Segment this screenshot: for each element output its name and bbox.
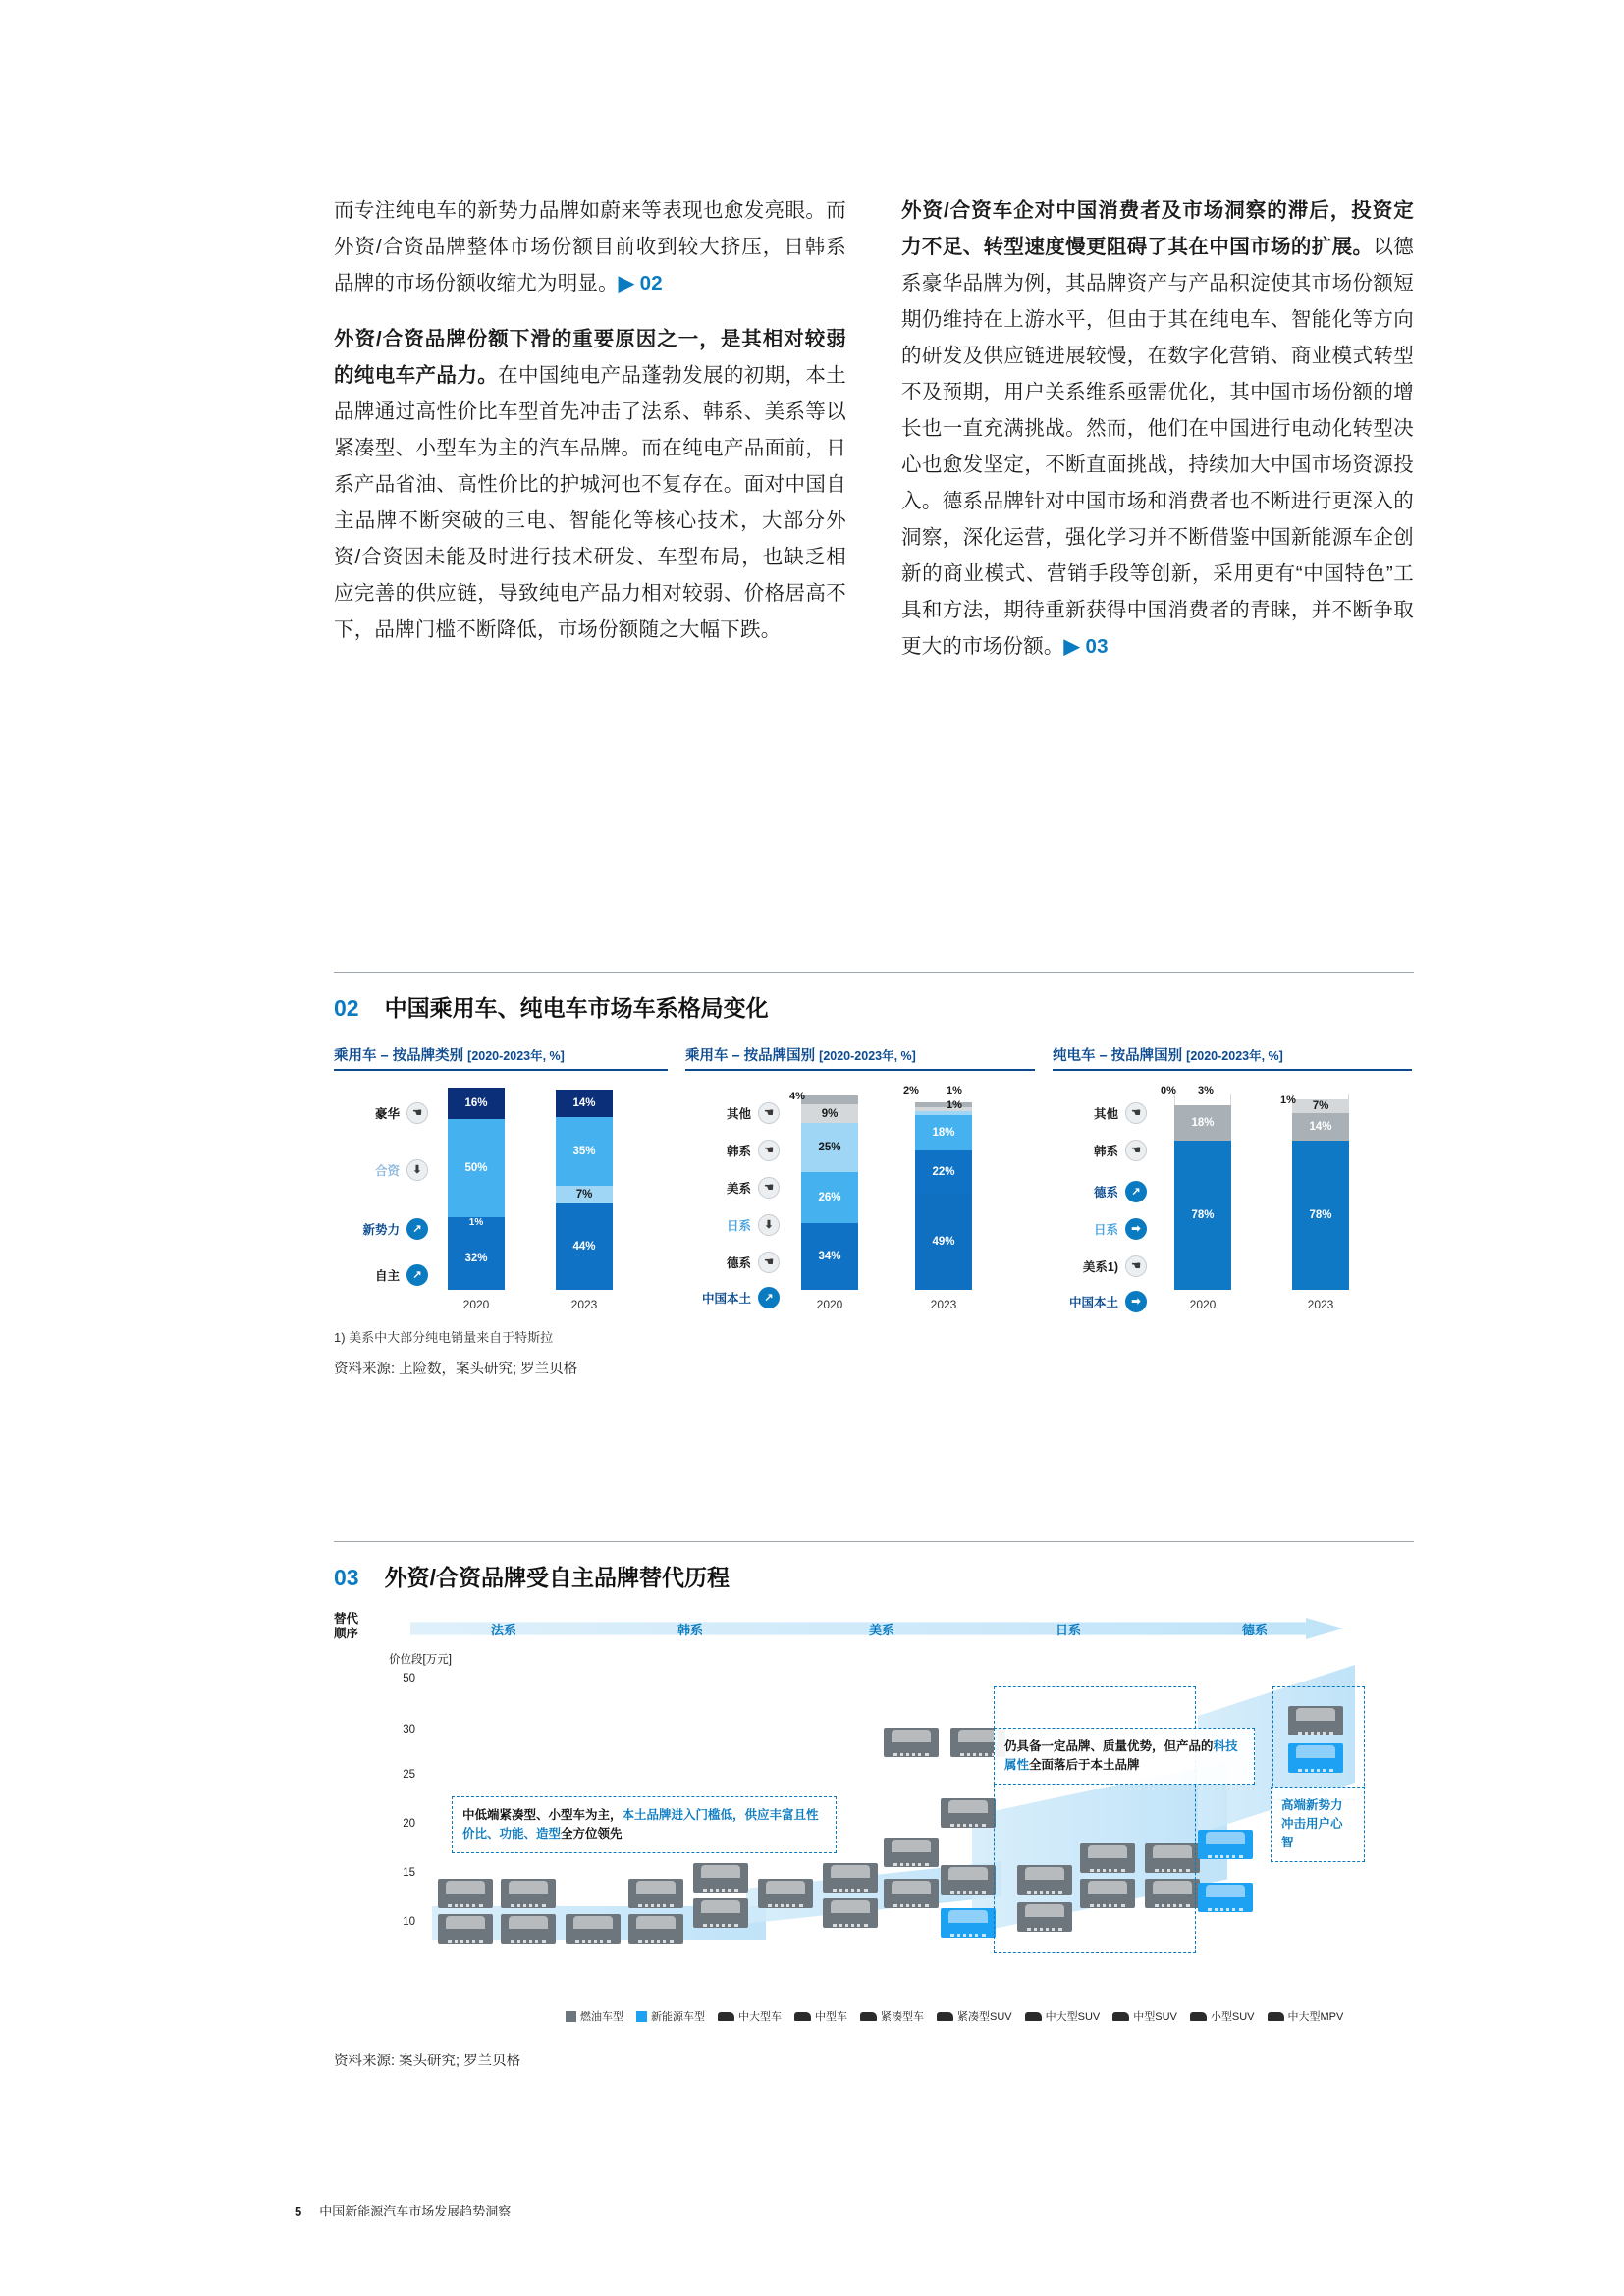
chart-panel-brand-category	[334, 1044, 668, 1313]
legend-item-new-force	[334, 1218, 428, 1240]
bar-outside-label: 4%	[789, 1091, 805, 1102]
bar-segment: 18%	[915, 1115, 972, 1150]
arrow-up-icon: ↗	[758, 1287, 780, 1308]
y-axis-title: 价位段[万元]	[389, 1654, 452, 1666]
hand-icon: ☚	[758, 1102, 780, 1124]
car-icon-nev	[941, 1908, 996, 1938]
plot-area	[334, 1083, 668, 1313]
car-icon	[628, 1879, 683, 1908]
car-icon	[941, 1865, 996, 1895]
chart-panel-bev-by-country	[1053, 1044, 1412, 1313]
exhibit-02-footnote: 1) 美系中大部分纯电销量来自于特斯拉	[334, 1330, 554, 1345]
bars-group	[436, 1083, 652, 1313]
car-silhouette-icon	[860, 2012, 877, 2021]
bar-outside-label: 1%	[947, 1099, 962, 1111]
callout-text: 全面落后于本土品牌	[1029, 1758, 1140, 1772]
hand-icon: ☚	[758, 1252, 780, 1273]
legend-label: 中大型MPV	[1287, 2011, 1344, 2023]
legend-item-large-mpv	[1268, 2008, 1344, 2024]
plot-area	[685, 1083, 1035, 1313]
axis-label-year: 2020	[816, 1298, 843, 1311]
arrow-up-icon: ↗	[406, 1264, 428, 1286]
legend-item-ice	[566, 2008, 623, 2024]
car-icon	[438, 1879, 493, 1908]
legend-label: 美系1)	[1082, 1260, 1118, 1274]
page-number: 5	[295, 2204, 302, 2218]
panel-title-text: 乘用车 – 按品牌国别	[685, 1048, 816, 1064]
arrow-right-icon: ➡	[1125, 1218, 1147, 1240]
divider	[334, 1541, 1414, 1542]
panel-title-range: [2020-2023年, %]	[819, 1049, 916, 1063]
car-icon	[501, 1879, 556, 1908]
paragraph	[334, 321, 846, 648]
exhibit-02-source: 资料来源: 上险数，案头研究; 罗兰贝格	[334, 1362, 578, 1377]
hand-icon: ☚	[406, 1102, 428, 1124]
legend-label: 豪华	[374, 1107, 400, 1121]
car-icon	[501, 1914, 556, 1944]
bars-group	[787, 1083, 1023, 1313]
arrow-up-icon: ↗	[406, 1218, 428, 1240]
bar-outside-label: 0%	[1161, 1085, 1176, 1096]
paragraph-text: 在中国纯电产品蓬勃发展的初期，本土品牌通过高性价比车型首先冲击了法系、韩系、美系等以紧凑型、小型车为主的汽车品牌。而在纯电产品面前，日系产品省油、高性价比的护城河也不复存在。面对中国自主品牌不断突破的三电、智能化等核心技术，大部分外资/合资因未能及时进行技术研发、车型布局，也缺乏相应完善的供应链，导致纯电产品力相对较弱、价格居高不下，品牌门槛不断降低，市场份额随之大幅下跌。	[334, 364, 846, 641]
panel-title	[1053, 1044, 1412, 1071]
car-icon-nev	[1198, 1830, 1253, 1859]
exhibit-03	[334, 1541, 1414, 2070]
legend-label: 新能源车型	[651, 2011, 705, 2023]
bar-segment: 49%	[915, 1194, 972, 1290]
blue-swatch-icon	[636, 2011, 647, 2022]
legend-item-korean	[685, 1140, 780, 1161]
bar-segment: 16%	[448, 1088, 505, 1119]
legend-item-china-local	[685, 1287, 780, 1308]
car-icon	[823, 1863, 878, 1893]
car-icon	[438, 1914, 493, 1944]
plot-area	[1053, 1083, 1412, 1313]
y-tick: 20	[403, 1818, 415, 1830]
legend-label: 紧凑型车	[881, 2011, 924, 2023]
legend-label: 中国本土	[701, 1292, 751, 1306]
arrow-tick-american: 美系	[869, 1623, 895, 1637]
exhibit-03-header	[334, 1560, 1414, 1592]
sequence-label: 替代 顺序	[334, 1612, 359, 1640]
legend-label: 中大型SUV	[1045, 2011, 1101, 2023]
axis-label-year: 2023	[1307, 1298, 1334, 1311]
bar-segment: 14%	[1292, 1113, 1349, 1141]
legend-label: 中国本土	[1068, 1296, 1118, 1309]
stacked-bar-2023	[915, 1102, 972, 1290]
exhibit-02	[334, 972, 1414, 1378]
car-icon	[758, 1879, 813, 1908]
callout-text: 中低端紧凑型、小型车为主，	[462, 1808, 623, 1822]
legend-item-other	[1053, 1102, 1147, 1124]
bar-outside-label: 3%	[1198, 1085, 1214, 1096]
legend-label: 紧凑型SUV	[957, 2011, 1012, 2023]
bars-group	[1155, 1083, 1400, 1313]
arrow-tick-french: 法系	[491, 1623, 517, 1637]
car-icon	[941, 1798, 996, 1828]
legend-item-german	[1053, 1181, 1147, 1202]
arrow-down-icon: ⬇	[758, 1214, 780, 1236]
exhibit-03-source: 资料来源: 案头研究; 罗兰贝格	[334, 2054, 521, 2069]
paragraph	[901, 192, 1414, 665]
car-icon	[693, 1898, 748, 1928]
hand-icon: ☚	[1125, 1255, 1147, 1277]
legend-item-domestic	[334, 1264, 428, 1286]
car-silhouette-icon	[794, 2012, 811, 2021]
legend-label: 合资	[374, 1164, 400, 1178]
legend-item-japanese	[685, 1214, 780, 1236]
panel-title-range: [2020-2023年, %]	[467, 1049, 565, 1063]
stacked-bar-2020	[448, 1088, 505, 1290]
arrow-tick-german: 德系	[1242, 1623, 1269, 1637]
exhibit-number: 03	[334, 1565, 359, 1590]
exhibit-02-header	[334, 990, 1414, 1023]
paragraph-text: 而专注纯电车的新势力品牌如蔚来等表现也愈发亮眼。而外资/合资品牌整体市场份额目前收到较大挤压，日韩系品牌的市场份额收缩尤为明显。	[334, 199, 846, 294]
legend-label: 德系	[1093, 1186, 1118, 1200]
gray-swatch-icon	[566, 2011, 576, 2022]
legend-item-large-suv	[1025, 2008, 1101, 2024]
paragraph-lead-bold: 外资/合资车企对中国消费者及市场洞察的滞后，投资定力不足、转型速度慢更阻碍了其在中国市场的扩展。	[901, 199, 1414, 258]
callout-text: 全方位领先	[561, 1827, 623, 1841]
bar-segment: 50%	[448, 1119, 505, 1217]
panel-title-range: [2020-2023年, %]	[1186, 1049, 1283, 1063]
legend-item-american	[1053, 1255, 1147, 1277]
bar-segment: 44%	[556, 1203, 613, 1290]
y-tick: 30	[403, 1724, 415, 1735]
paragraph-text: 以德系豪华品牌为例，其品牌资产与产品积淀使其市场份额短期仍维持在上游水平，但由于其在纯电车、智能化等方向的研发及供应链进展较慢，在数字化营销、商业模式转型不及预期，用户关系维系亟需优化，其中国市场份额的增长也一直充满挑战。然而，他们在中国进行电动化转型决心也愈发坚定，不断直面挑战，持续加大中国市场资源投入。德系品牌针对中国市场和消费者也不断进行更深入的洞察，深化运营，强化学习并不断借鉴中国新能源车企创新的商业模式、营销手段等创新，采用更有“中国特色”工具和方法，期待重新获得中国消费者的青睐，并不断争取更大的市场份额。	[901, 236, 1414, 658]
legend-column	[685, 1083, 780, 1313]
bar-segment: 35%	[556, 1117, 613, 1186]
car-silhouette-icon	[718, 2012, 734, 2021]
legend-label: 中大型车	[738, 2011, 782, 2023]
stacked-bar-2020	[1174, 1094, 1231, 1290]
hand-icon: ☚	[758, 1177, 780, 1199]
exhibit-title: 外资/合资品牌受自主品牌替代历程	[384, 1565, 730, 1590]
callout-text-highlight: 高端新势力冲击用户心智	[1281, 1798, 1343, 1849]
legend-label: 韩系	[726, 1145, 751, 1158]
stacked-bar-2023	[556, 1090, 613, 1290]
chart-panel-pv-by-country	[685, 1044, 1035, 1313]
legend-label: 自主	[374, 1269, 400, 1283]
legend-label: 其他	[726, 1107, 751, 1121]
legend-item-mid-sedan	[794, 2008, 847, 2024]
exhibit-02-panels	[334, 1044, 1414, 1313]
bar-segment	[801, 1095, 858, 1104]
body-column-right	[901, 192, 1414, 665]
legend-column	[1053, 1083, 1147, 1313]
exhibit-reference-02[interactable]: ▶ 02	[618, 272, 663, 294]
callout-premium	[1271, 1787, 1365, 1862]
arrow-tick-japanese: 日系	[1056, 1623, 1082, 1637]
legend-item-luxury	[334, 1102, 428, 1124]
bar-segment: 22%	[915, 1150, 972, 1194]
bar-segment: 78%	[1292, 1141, 1349, 1290]
legend-item-mid-suv	[1112, 2008, 1177, 2024]
car-icon	[628, 1914, 683, 1944]
axis-label-year: 2023	[930, 1298, 957, 1311]
legend-item-japanese	[1053, 1218, 1147, 1240]
callout-text-highlight: 本土品牌进入门槛低，供应丰富且性价比、功能、造型	[462, 1808, 819, 1841]
car-silhouette-icon	[937, 2012, 953, 2021]
legend-label: 德系	[726, 1256, 751, 1270]
legend-item-american	[685, 1177, 780, 1199]
legend-label: 小型SUV	[1210, 2011, 1255, 2023]
y-tick: 25	[403, 1769, 415, 1781]
arrow-down-icon: ⬇	[406, 1159, 428, 1181]
bar-segment: 14%	[556, 1090, 613, 1117]
car-icon	[884, 1879, 939, 1908]
legend-item-joint-venture	[334, 1159, 428, 1181]
bar-segment: 32%	[448, 1227, 505, 1290]
legend-label: 韩系	[1093, 1145, 1118, 1158]
exhibit-03-legend	[566, 2008, 1343, 2024]
y-tick: 15	[403, 1867, 415, 1879]
car-icon	[566, 1914, 621, 1944]
legend-label: 日系	[1093, 1223, 1118, 1237]
car-icon	[884, 1838, 939, 1867]
legend-item-other	[685, 1102, 780, 1124]
legend-label: 燃油车型	[580, 2011, 623, 2023]
car-silhouette-icon	[1112, 2012, 1129, 2021]
legend-label: 其他	[1093, 1107, 1118, 1121]
legend-label: 新势力	[362, 1223, 400, 1237]
legend-item-compact-suv	[937, 2008, 1012, 2024]
highlight-box-mid-high	[994, 1686, 1196, 1953]
car-icon-nev	[1198, 1883, 1253, 1912]
panel-title	[685, 1044, 1035, 1071]
bar-segment: 26%	[801, 1172, 858, 1223]
y-tick: 50	[403, 1673, 415, 1684]
exhibit-reference-03[interactable]: ▶ 03	[1063, 635, 1109, 658]
bar-segment: 25%	[801, 1123, 858, 1172]
exhibit-title: 中国乘用车、纯电车市场车系格局变化	[384, 995, 769, 1021]
car-icon	[823, 1898, 878, 1928]
body-column-left	[334, 192, 846, 665]
bar-segment: 9%	[801, 1104, 858, 1123]
exhibit-03-chart	[334, 1612, 1414, 2024]
exhibit-number: 02	[334, 995, 359, 1021]
callout-text-highlight: 科技属性	[1004, 1739, 1238, 1772]
legend-column	[334, 1083, 428, 1313]
page-footer	[295, 2201, 511, 2219]
y-axis	[403, 1669, 421, 1963]
legend-label: 美系	[726, 1182, 751, 1196]
bar-segment: 34%	[801, 1223, 858, 1290]
divider	[334, 972, 1414, 973]
panel-title	[334, 1044, 668, 1071]
bar-segment: 18%	[1174, 1105, 1231, 1141]
legend-label: 日系	[726, 1219, 751, 1233]
stacked-bar-2020	[801, 1095, 858, 1290]
legend-item-china-local	[1053, 1291, 1147, 1312]
axis-label-year: 2020	[1189, 1298, 1217, 1311]
arrow-right-icon: ➡	[1125, 1291, 1147, 1312]
legend-item-compact-sedan	[860, 2008, 924, 2024]
car-silhouette-icon	[1025, 2012, 1042, 2021]
callout-text: 仍具备一定品牌、质量优势，但产品的	[1004, 1739, 1214, 1753]
car-silhouette-icon	[1190, 2012, 1207, 2021]
legend-item-large-sedan	[718, 2008, 782, 2024]
body-text	[334, 192, 1414, 665]
bar-segment	[1174, 1097, 1231, 1105]
hand-icon: ☚	[1125, 1140, 1147, 1161]
axis-label-year: 2023	[570, 1298, 598, 1311]
bar-outside-label: 1%	[947, 1085, 962, 1096]
y-tick: 10	[403, 1916, 415, 1928]
legend-item-korean	[1053, 1140, 1147, 1161]
footer-title: 中国新能源汽车市场发展趋势洞察	[319, 2204, 512, 2218]
brand-sequence-arrow-row	[334, 1612, 1414, 1651]
bar-outside-label: 1%	[1280, 1095, 1296, 1106]
arrow-up-icon: ↗	[1125, 1181, 1147, 1202]
hand-icon: ☚	[758, 1140, 780, 1161]
paragraph-lead-bold: 外资/合资品牌份额下滑的重要原因之一，是其相对较弱的纯电车产品力。	[334, 328, 846, 387]
bar-outside-label: 2%	[903, 1085, 919, 1096]
car-silhouette-icon	[1268, 2012, 1284, 2021]
bar-segment: 7%	[1292, 1099, 1349, 1113]
axis-label-year: 2020	[462, 1298, 490, 1311]
legend-label: 中型SUV	[1133, 2011, 1177, 2023]
bar-segment: 7%	[556, 1186, 613, 1203]
legend-item-german	[685, 1252, 780, 1273]
callout-mid-high	[994, 1728, 1255, 1785]
callout-low-mid	[452, 1796, 837, 1853]
legend-item-nev	[636, 2008, 705, 2024]
legend-item-small-suv	[1190, 2008, 1255, 2024]
paragraph	[334, 192, 846, 301]
panel-title-text: 乘用车 – 按品牌类别	[334, 1048, 464, 1064]
panel-title-text: 纯电车 – 按品牌国别	[1053, 1048, 1183, 1064]
car-icon	[884, 1728, 939, 1757]
bar-segment: 1%	[448, 1217, 505, 1227]
stacked-bar-2023	[1292, 1094, 1349, 1290]
highlight-box-premium	[1272, 1686, 1365, 1800]
car-icon	[693, 1863, 748, 1893]
legend-label: 中型车	[815, 2011, 847, 2023]
hand-icon: ☚	[1125, 1102, 1147, 1124]
arrow-tick-korean: 韩系	[677, 1623, 704, 1637]
bar-segment: 78%	[1174, 1141, 1231, 1290]
